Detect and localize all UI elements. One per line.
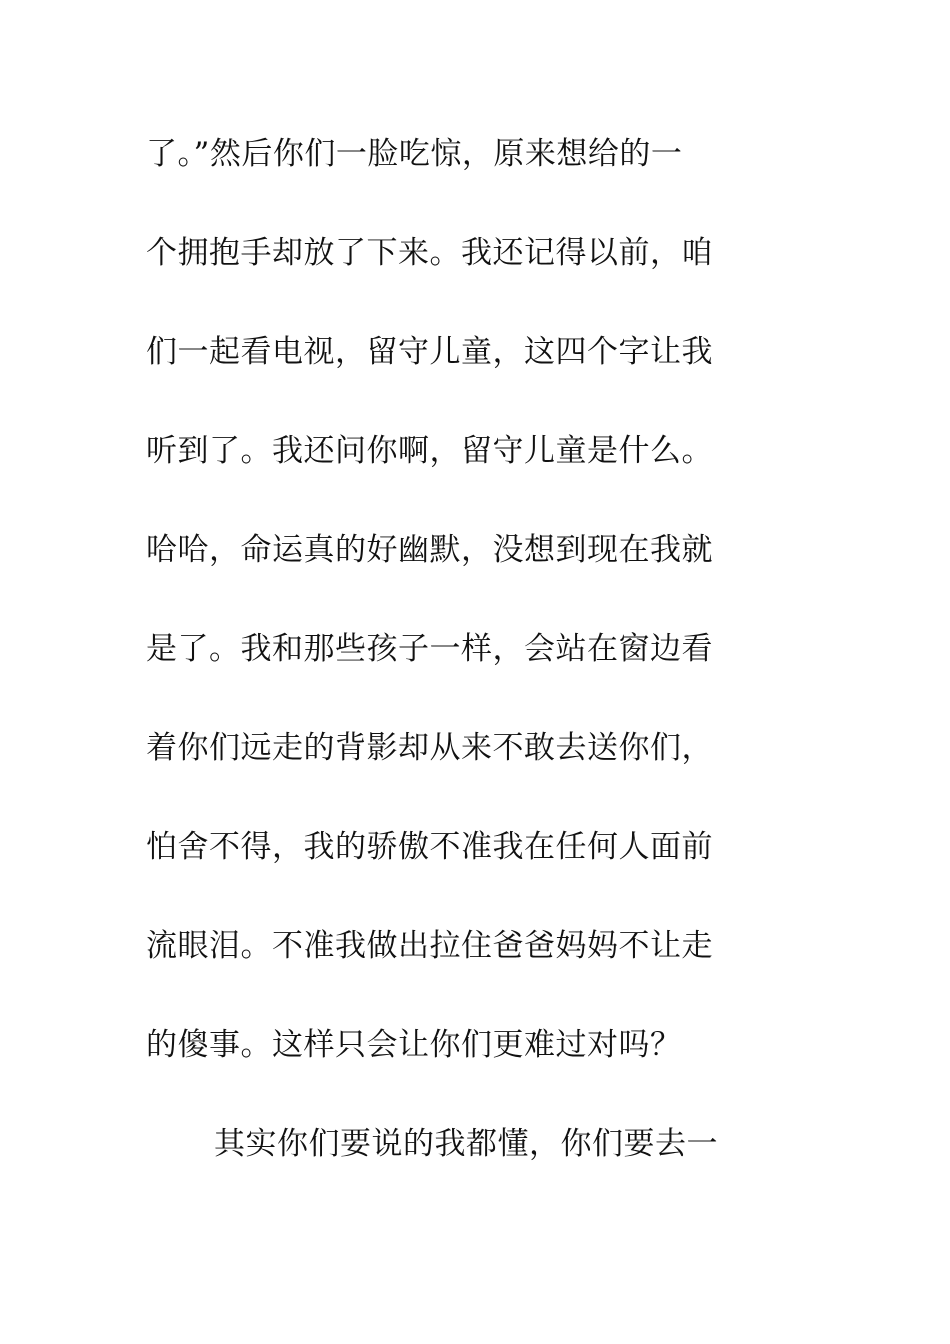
text-line: 着你们远走的背影却从来不敢去送你们，: [146, 730, 713, 766]
text-line: 是了。我和那些孩子一样，会站在窗边看: [146, 631, 713, 667]
text-line: 怕舍不得，我的骄傲不准我在任何人面前: [146, 829, 713, 865]
text-line: 流眼泪。不准我做出拉住爸爸妈妈不让走: [146, 928, 713, 964]
text-line: 了。”然后你们一脸吃惊，原来想给的一: [146, 136, 683, 172]
text-line: 个拥抱手却放了下来。我还记得以前，咱: [146, 235, 713, 271]
text-line: 哈哈，命运真的好幽默，没想到现在我就: [146, 532, 713, 568]
body-text: [146, 121, 786, 1210]
text-line: 听到了。我还问你啊，留守儿童是什么。: [146, 433, 713, 469]
text-line: 们一起看电视，留守儿童，这四个字让我: [146, 334, 713, 370]
text-line: 的傻事。这样只会让你们更难过对吗？: [146, 1027, 682, 1063]
paragraph-start-line: 其实你们要说的我都懂，你们要去一: [214, 1126, 718, 1162]
